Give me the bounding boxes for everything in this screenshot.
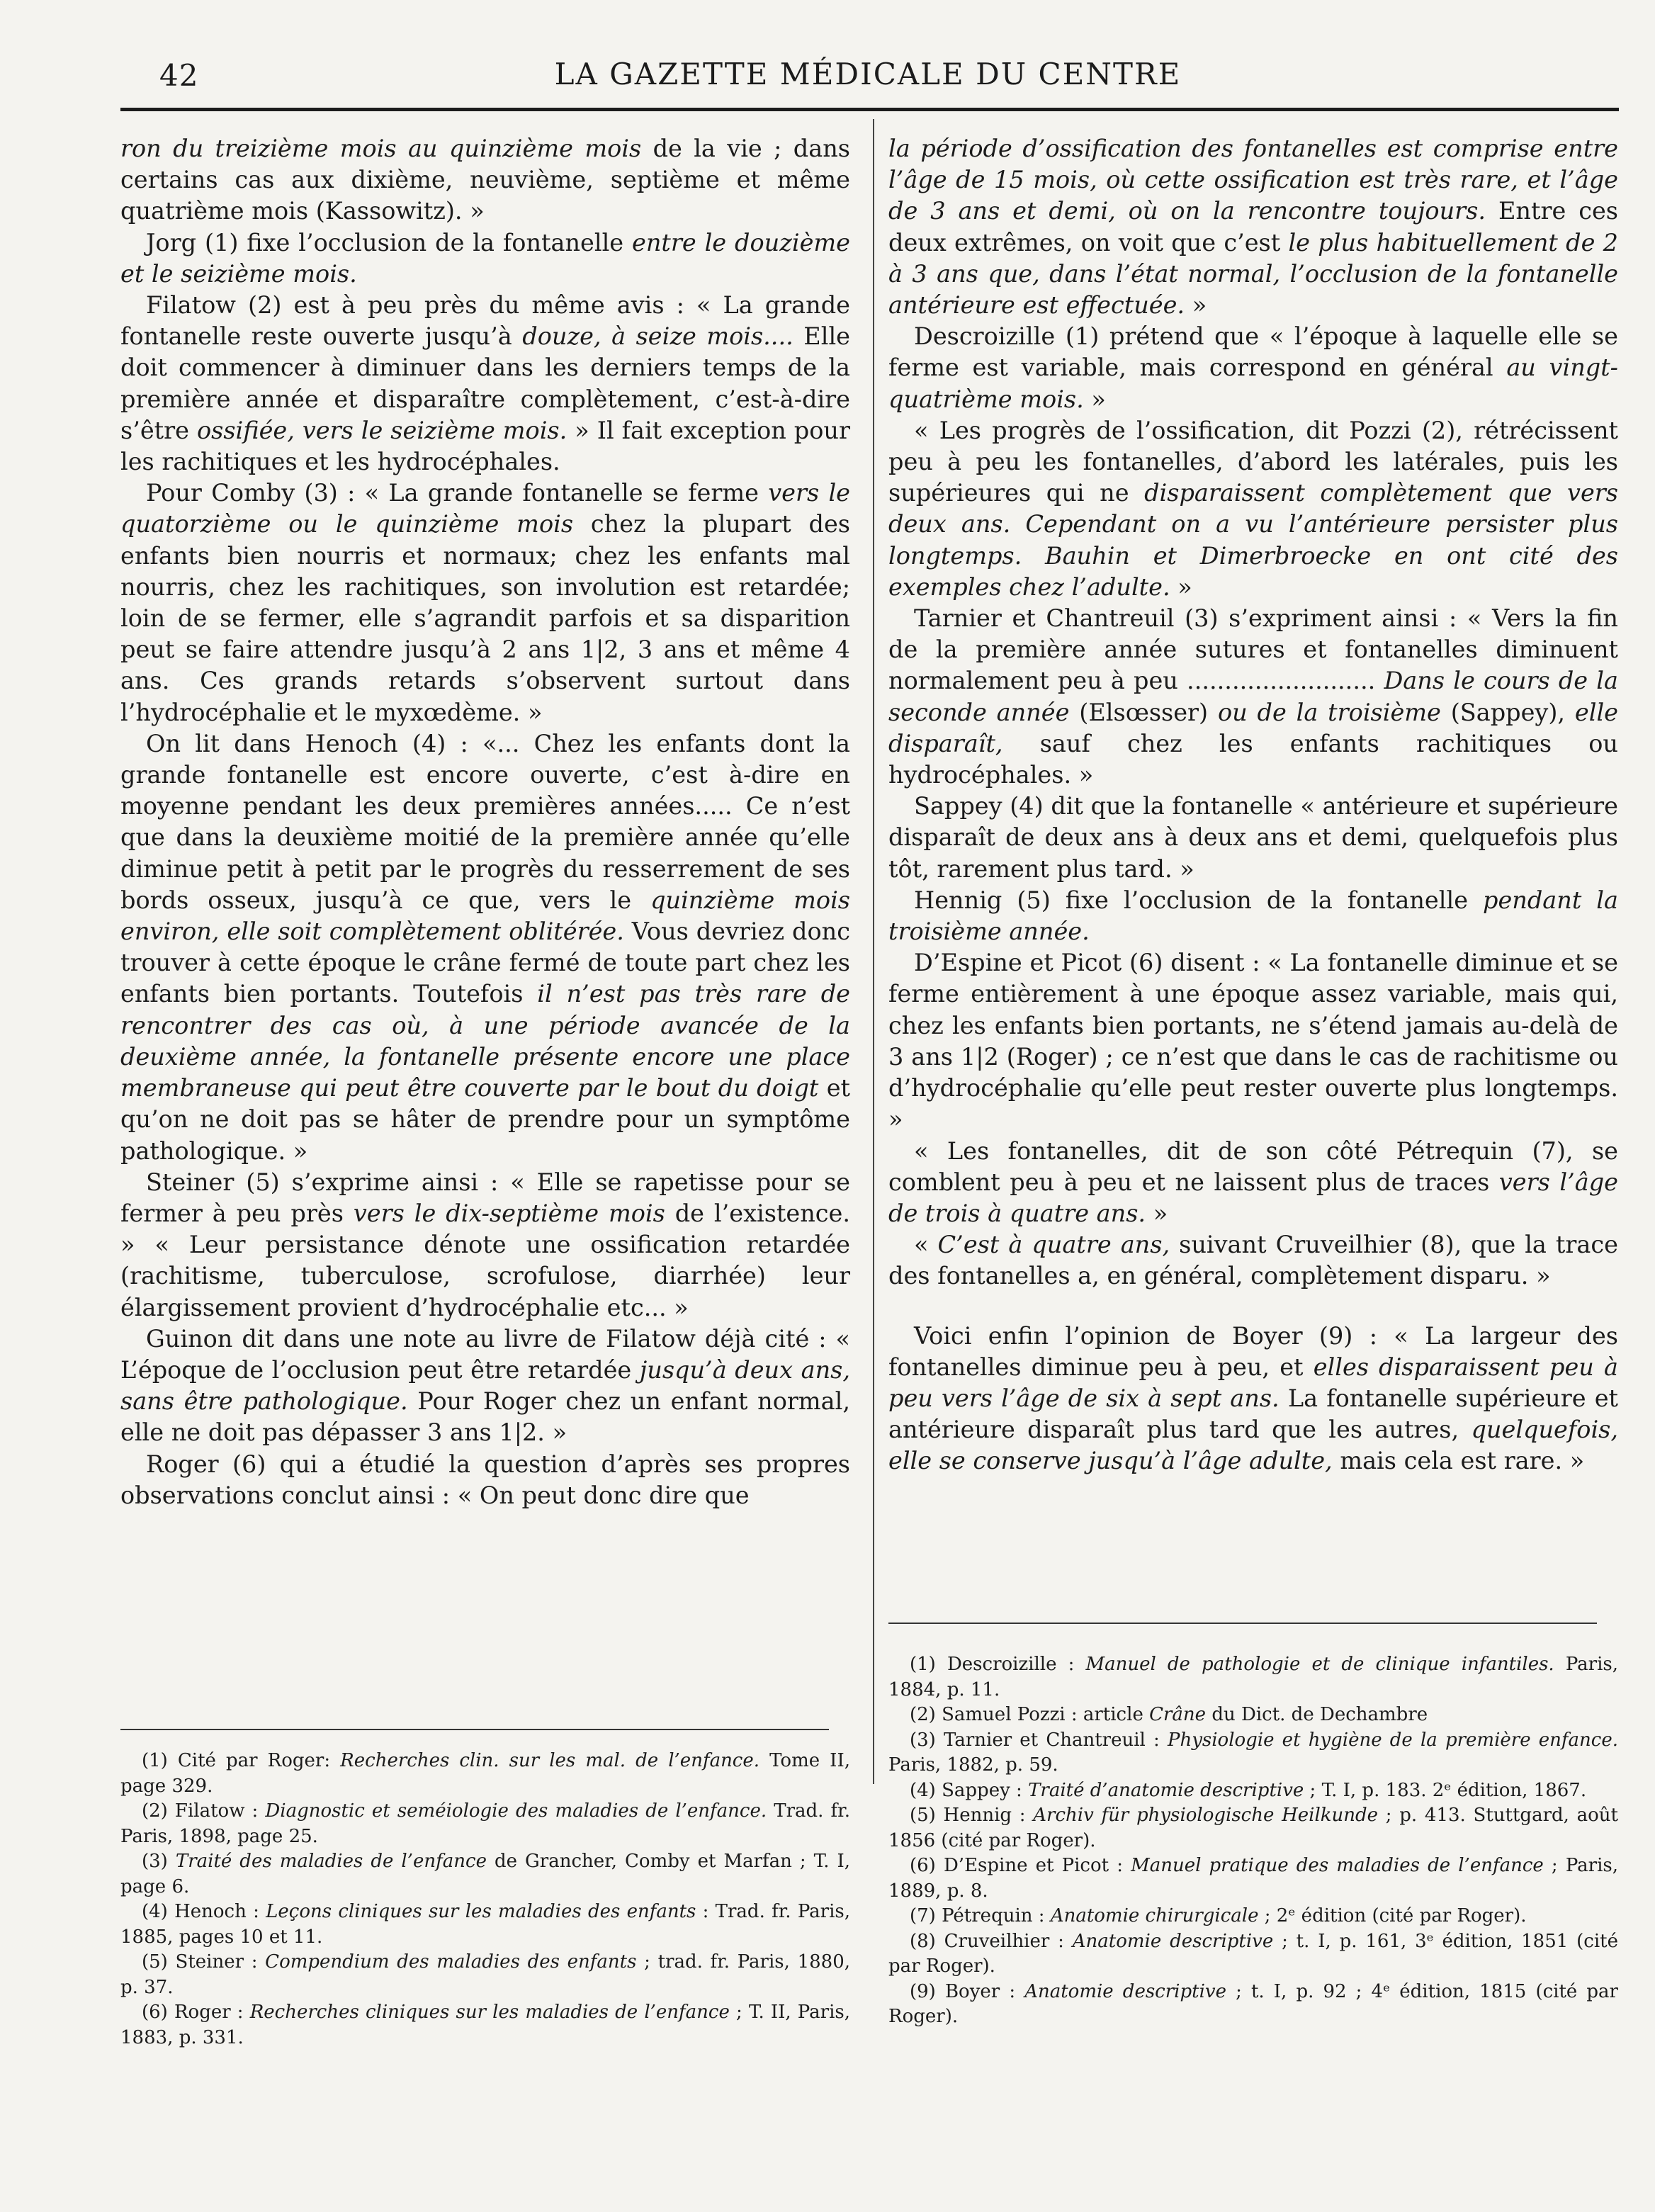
body-paragraph: Filatow (2) est à peu près du même avis : « La grande fontanelle reste ouverte jusqu’à douze, à seize mois.... Elle doit commencer à diminuer dans les derniers temps de la première année et disparaître complètement, c’est-à-dire s’être ossifiée, vers le seizième mois. » Il fait exception pour les rachitiques et les hydrocéphales. (120, 291, 850, 476)
footnote: (1) Cité par Roger: Recherches clin. sur les mal. de l’enfance. Tome II, page 329. (120, 1750, 850, 1797)
footnote: (6) D’Espine et Picot : Manuel pratique des maladies de l’enfance ; Paris, 1889, p. 8. (888, 1855, 1619, 1902)
footnote-rule-right (888, 1623, 1597, 1624)
body-paragraph: Voici enfin l’opinion de Boyer (9) : « La largeur des fontanelles diminue peu à peu, et elles disparaissent peu à peu vers l’âge de six à sept ans. La fontanelle supérieure et antérieure disparaît plus tard que les autres, quelquefois, elle se conserve jusqu’à l’âge adulte, mais cela est rare. » (888, 1321, 1619, 1475)
footnotes-left (120, 1749, 850, 2050)
left-column (120, 133, 850, 1511)
footnote: (6) Roger : Recherches cliniques sur les maladies de l’enfance ; T. II, Paris, 1883, p. 331. (120, 2002, 850, 2048)
footnote: (3) Tarnier et Chantreuil : Physiologie et hygiène de la première enfance. Paris, 1882, p. 59. (888, 1729, 1618, 1776)
body-paragraph: Tarnier et Chantreuil (3) s’expriment ainsi : « Vers la fin de la première année sutures et fontanelles diminuent normalement peu à peu ......................... Dans le cours de la seconde année (Elsœsser) ou de la troisième (Sappey), elle disparaît, sauf chez les enfants rachitiques ou hydrocéphales. » (888, 604, 1619, 789)
page-number: 42 (159, 58, 199, 93)
footnote-rule-left (120, 1729, 829, 1730)
footnote: (7) Pétrequin : Anatomie chirurgicale ; 2ᵉ édition (cité par Roger). (910, 1905, 1527, 1926)
right-column (888, 133, 1618, 1477)
body-paragraph: « Les progrès de l’ossification, dit Pozzi (2), rétrécissent peu à peu les fontanelles, d’abord les latérales, puis les supérieures qui ne disparaissent complètement que vers deux ans. Cependant on a vu l’antérieure persister plus longtemps. Bauhin et Dimerbroecke en ont cité des exemples chez l’adulte. » (888, 416, 1618, 601)
body-paragraph: Steiner (5) s’exprime ainsi : « Elle se rapetisse pour se fermer à peu près vers le dix-septième mois de l’existence. » « Leur persistance dénote une ossification retardée (rachitisme, tuberculose, scrofulose, diarrhée) leur élargissement provient d’hydrocéphalie etc... » (120, 1168, 851, 1321)
body-paragraph: On lit dans Henoch (4) : «... Chez les enfants dont la grande fontanelle est encore ouverte, c’est à-dire en moyenne pendant les deux premières années..... Ce n’est que dans la deuxième moitié de la première année qu’elle diminue petit à petit par le progrès du resserrement de ses bords osseux, jusqu’à ce que, vers le quinzième mois environ, elle soit complètement oblitérée. Vous devriez donc trouver à cette époque le crâne fermé de toute part chez les enfants bien portants. Toutefois il n’est pas très rare de rencontrer des cas où, à une période avancée de la deuxième année, la fontanelle présente encore une place membraneuse qui peut être couverte par le bout du doigt et qu’on ne doit pas se hâter de prendre pour un symptôme pathologique. » (120, 729, 851, 1165)
footnotes-right (888, 1652, 1618, 2030)
body-paragraph: Pour Comby (3) : « La grande fontanelle se ferme vers le quatorzième ou le quinzième mois chez la plupart des enfants bien nourris et normaux; chez les enfants mal nourris, chez les rachitiques, son involution est retardée; loin de se fermer, elle s’agrandit parfois et sa disparition peut se faire attendre jusqu’à 2 ans 1|2, 3 ans et même 4 ans. Ces grands retards s’observent surtout dans l’hydrocéphalie et le myxœdème. » (120, 479, 850, 726)
footnote: (8) Cruveilhier : Anatomie descriptive ; t. I, p. 161, 3ᵉ édition, 1851 (cité par Roger). (888, 1930, 1619, 1977)
footnote: (2) Filatow : Diagnostic et seméiologie des maladies de l’enfance. Trad. fr. Paris, 1898, page 25. (120, 1800, 850, 1847)
body-paragraph: « C’est à quatre ans, suivant Cruveilhier (8), que la trace des fontanelles a, en général, complètement disparu. » (888, 1231, 1618, 1290)
footnote: (5) Hennig : Archiv für physiologische Heilkunde ; p. 413. Stuttgard, août 1856 (cité par Roger). (888, 1805, 1618, 1851)
footnote: (3) Traité des maladies de l’enfance de Grancher, Comby et Marfan ; T. I, page 6. (120, 1851, 851, 1897)
body-paragraph: Descroizille (1) prétend que « l’époque à laquelle elle se ferme est variable, mais correspond en général au vingt-quatrième mois. » (888, 322, 1618, 413)
body-paragraph: Guinon dit dans une note au livre de Filatow déjà cité : « L’époque de l’occlusion peut être retardée jusqu’à deux ans, sans être pathologique. Pour Roger chez un enfant normal, elle ne doit pas dépasser 3 ans 1|2. » (120, 1324, 851, 1447)
body-paragraph: Hennig (5) fixe l’occlusion de la fontanelle pendant la troisième année. (888, 886, 1618, 946)
footnote: (5) Steiner : Compendium des maladies des enfants ; trad. fr. Paris, 1880, p. 37. (120, 1951, 850, 1998)
body-paragraph: « Les fontanelles, dit de son côté Pétrequin (7), se comblent peu à peu et ne laissent plus de traces vers l’âge de trois à quatre ans. » (888, 1136, 1618, 1227)
body-paragraph: Roger (6) qui a étudié la question d’après ses propres observations conclut ainsi : « On peut donc dire que (120, 1450, 850, 1509)
journal-title: LA GAZETTE MÉDICALE DU CENTRE (554, 57, 1182, 91)
footnote: (4) Sappey : Traité d’anatomie descriptive ; T. I, p. 183. 2ᵉ édition, 1867. (910, 1779, 1587, 1801)
body-paragraph: ron du treizième mois au quinzième mois de la vie ; dans certains cas aux dixième, neuvième, septième et même quatrième mois (Kassowitz). » (120, 135, 850, 225)
footnote: (4) Henoch : Leçons cliniques sur les maladies des enfants : Trad. fr. Paris, 1885, pages 10 et 11. (120, 1901, 850, 1948)
body-paragraph: Sappey (4) dit que la fontanelle « antérieure et supérieure disparaît de deux ans à deux ans et demi, quelquefois plus tôt, rarement plus tard. » (888, 792, 1618, 883)
page-header (120, 51, 1615, 96)
column-divider (873, 119, 874, 1784)
body-paragraph: Jorg (1) fixe l’occlusion de la fontanelle entre le douzième et le seizième mois. (120, 228, 850, 288)
body-paragraph: la période d’ossification des fontanelles est comprise entre l’âge de 15 mois, où cette ossification est très rare, et l’âge de 3 ans et demi, où on la rencontre toujours. Entre ces deux extrêmes, on voit que c’est le plus habituellement de 2 à 3 ans que, dans l’état normal, l’occlusion de la fontanelle antérieure est effectuée. » (888, 135, 1618, 320)
footnote: (2) Samuel Pozzi : article Crâne du Dict. de Dechambre (910, 1704, 1428, 1725)
header-rule (120, 108, 1619, 111)
footnote: (1) Descroizille : Manuel de pathologie et de clinique infantiles. Paris, 1884, p. 11. (888, 1654, 1618, 1700)
body-paragraph: D’Espine et Picot (6) disent : « La fontanelle diminue et se ferme entièrement à une époque assez variable, mais qui, chez les enfants bien portants, ne s’étend jamais au-delà de 3 ans 1|2 (Roger) ; ce n’est que dans le cas de rachitisme ou d’hydrocéphalie qu’elle peut rester ouverte plus longtemps. » (888, 949, 1618, 1134)
footnote: (9) Boyer : Anatomie descriptive ; t. I, p. 92 ; 4ᵉ édition, 1815 (cité par Roger). (888, 1980, 1618, 2027)
